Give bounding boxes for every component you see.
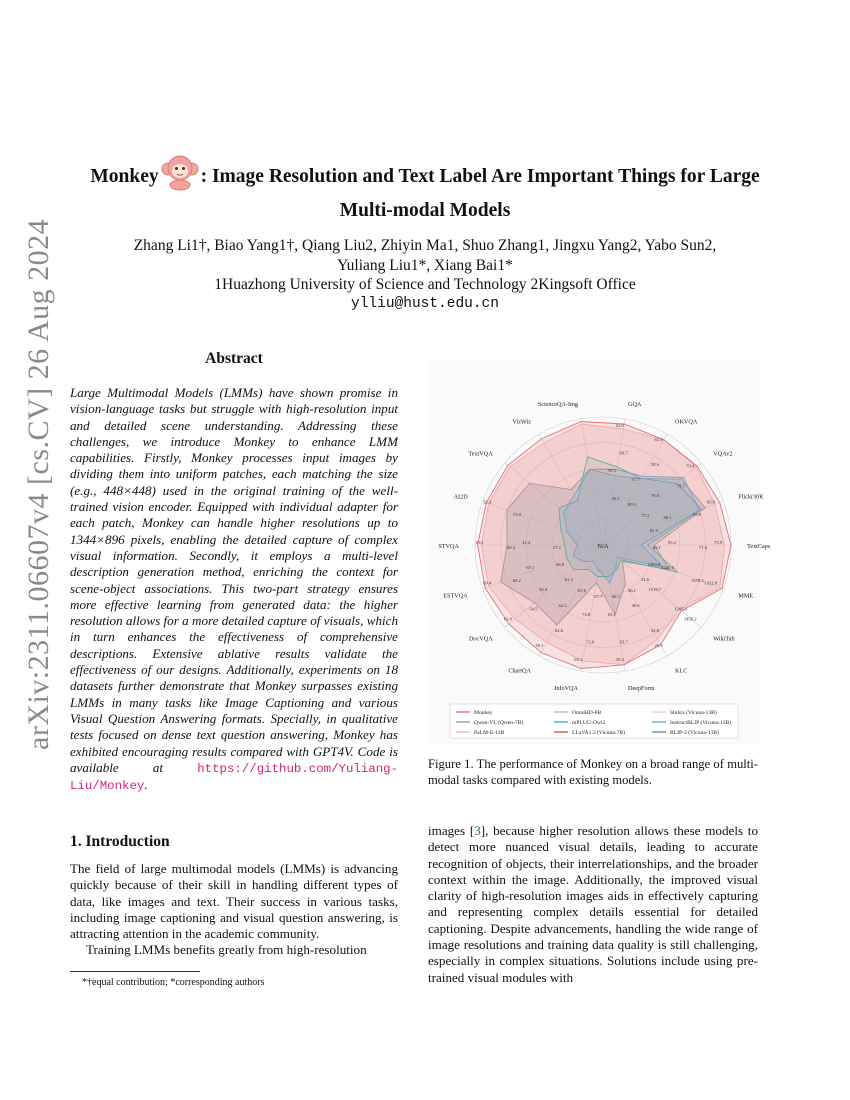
value-label: 65.1 [607,611,616,617]
legend-label-7: Shikra (Vicuna-13B) [670,710,717,716]
title-part-3: Multi-modal Models [339,200,511,221]
figure-caption: Figure 1. The performance of Monkey on a broad range of multi-modal tasks compared with existing models. [428,757,758,787]
figure-radar-chart [428,360,771,750]
right-column-text [428,823,758,986]
value-label: 62.3 [558,603,567,609]
value-label: 65.1 [574,657,583,663]
axis-label-mme: MME [738,592,754,600]
axis-label-klc: KLC [675,667,688,675]
value-label: 79.5 [676,483,685,489]
value-label: 62.6 [554,628,564,634]
axis-label-vizwiz: VizWiz [512,418,531,426]
value-label: 1293.8 [647,562,661,568]
legend-label-3: PaLM-E-12B [474,730,505,736]
axis-label-scienceqa-img: ScienceQA-Img [537,401,578,409]
abstract-heading: Abstract [205,350,263,367]
value-label: 67.7 [594,594,603,600]
citation-link[interactable]: 3 [474,823,481,838]
value-label: 79.4 [686,463,695,469]
value-label: 65.0 [706,499,715,505]
axis-label-stvqa: STVQA [438,543,459,550]
value-label: 69.4 [483,580,492,586]
value-label: 58.6 [650,461,660,467]
axis-label-docvqa: DocVQA [468,635,493,643]
value-label: 32.3 [483,499,492,505]
value-label: 61.2 [564,577,573,583]
value-label: 62.8 [615,422,624,428]
value-label: 15.9 [512,512,521,518]
value-label: 60.3 [506,545,516,550]
value-label: 80.3 [627,501,636,507]
value-label: 73.9 [714,540,723,545]
legend-label-2: Qwen-VL (Qwen-7B) [474,720,524,726]
author-block [60,236,790,314]
value-label: 85.8 [693,512,702,518]
value-label: 27.1 [553,545,562,550]
paper-title [60,154,790,224]
right-text-start: images [ [428,823,475,838]
value-label: 66.8 [556,562,565,568]
value-label: 72.8 [582,611,591,617]
value-label: 72.6 [586,639,595,645]
axis-label-wikitab: WikiTab [713,635,735,643]
affiliations: 1Huazhong University of Science and Technology 2Kingsoft Office [214,276,636,293]
axis-label-estvqa: ESTVQA [443,592,468,600]
value-label: 40.6 [631,603,640,609]
value-label: 25.3 [654,643,663,649]
value-label: 21.6 [641,577,650,583]
value-label: 59.1 [535,643,544,649]
value-label: 78.8 [650,493,659,499]
axis-label-deepform: DeepForm [628,684,655,692]
author-line-2: Yuliang Liu1*, Xiang Bai1* [337,256,513,274]
value-label: 36.1 [627,588,636,594]
value-label: 1510.7 [648,586,662,592]
value-label: 63.1 [475,540,484,545]
legend-label-9: BLIP-2 (Vicuna-13B) [670,730,719,736]
axis-label-ai2d: AI2D [453,493,468,501]
monkey-logo-icon [160,154,200,198]
axis-label-flickr30k: Flickr30K [738,493,764,501]
axis-label-infovqa: InfoVQA [554,684,578,692]
value-label: 77.2 [641,512,650,518]
title-part-2: : Image Resolution and Text Label Are Important Things for Large [200,166,760,187]
abstract-body [70,385,398,794]
center-label: N/A [597,543,609,550]
intro-paragraph-2: Training LMMs benefits greatly from high-resolution [86,942,367,958]
intro-heading: 1. Introduction [70,833,170,850]
axis-label-gqa: GQA [628,401,642,409]
value-label: 86.1 [663,515,672,521]
legend-label-6: LLaVA1.5 (Vicuna-7B) [572,730,625,736]
value-label: 68.2 [512,577,521,583]
value-label: 67.1 [526,564,535,570]
arxiv-identifier: arXiv:2311.06607v4 [cs.CV] 26 Aug 2024 [22,218,55,750]
value-label: 1505.3 [674,606,687,612]
value-label: 54.5 [529,606,538,612]
value-label: 63.8 [503,616,512,622]
legend-label-8: InstructBLIP (Vicuna-13B) [670,720,732,726]
footnote-rule [70,971,200,972]
code-link[interactable]: https://github.com/Yuliang-Liu/Monkey [70,761,398,794]
value-label: 93.2 [667,540,676,545]
intro-body [70,861,398,959]
abstract-end: . [144,777,148,793]
value-label: 1245.0 [661,564,674,570]
value-label: 1450.2 [683,616,697,622]
value-label: 32.8 [650,628,660,634]
axis-label-textvqa: TextVQA [468,450,493,458]
value-label: 1359.3 [690,577,704,583]
axis-label-chartqa: ChartQA [508,667,531,675]
value-label: 65.1 [652,545,661,550]
author-email: ylliu@hust.edu.cn [351,295,499,312]
value-label: 1312.8 [704,580,718,586]
value-label: 60.7 [619,450,628,456]
value-label: 67.6 [578,588,587,594]
value-label: 50.0 [539,586,548,592]
author-line-1: Zhang Li1†, Biao Yang1†, Qiang Liu2, Zhiyin Ma1, Shuo Zhang1, Jingxu Yang2, Yabo Sun2, [133,237,717,254]
legend-label-4: OmniHD-8B [572,710,602,716]
value-label: 81.9 [649,527,658,533]
radar-chart-svg [428,360,771,745]
value-label: 66.5 [611,594,620,600]
right-text-rest: ], because higher resolution allows these models to detect more nuanced visual details, leading to accurate recognition of objects, their interrelationships, and the broader context within the image. Additionally, the improved visual clarity of high-resolution images aids in effectively capturing and representing complex details essential for detailed captioning. Despite advancements, handling the wide range of image resolutions and training data quality is still challenging, especially in complex situations. Solutions include using pre-trained visual modules with [428,823,758,985]
title-part-1: Monkey [90,166,159,187]
value-label: 35.4 [615,657,624,663]
legend-label-1: Monkey [474,710,493,716]
axis-label-vqav2: VQAv2 [713,450,733,458]
value-label: 61.3 [654,436,663,442]
value-label: 57.7 [631,476,640,482]
abstract-text: Large Multimodal Models (LMMs) have shown promise in vision-language tasks but struggle with high-resolution input and detailed scene understanding. Addressing these challenges, we introduce Monkey to enhance LMM capabilities. Firstly, Monkey processes input images by dividing them into uniform patches, each matching the size (e.g., 448×448) used in the original training of the well-trained vision encoder. Equipped with individual adapter for each patch, Monkey can handle higher resolutions up to 1344×896 pixels, enabling the detailed capture of complex visual information. Secondly, it employs a multi-level description generation method, enriching the context for scene-object associations. This two-part strategy ensures more effective learning from generated data: the higher resolution allows for a more detailed capture of visuals, which in turn enhances the effectiveness of comprehensive descriptions. Extensive ablative results validate the effectiveness of our designs. Additionally, experiments on 18 datasets further demonstrate that Monkey surpasses existing LMMs in many tasks like Image Captioning and various Visual Question Answering formats. Specially, in qualitative tests focused on dense text question answering, Monkey has exhibited encouraging results compared with GPT4V. Code is available at [70,385,398,775]
axis-label-textcaps: TextCaps [747,543,771,550]
intro-paragraph-1: The field of large multimodal models (LMMs) is advancing quickly because of their skill in handling different types of data, like images and text. Their success in various tasks, including image captioning and visual question answering, is attracting attention in the academic community. [70,861,398,942]
value-label: 59.3 [607,468,616,474]
value-label: 71.6 [698,545,708,550]
value-label: 65.7 [619,639,628,645]
value-label: 31.4 [522,540,531,545]
legend-label-5: mPLUG-Owl2 [572,720,606,726]
value-label: 56.1 [611,495,620,501]
axis-label-okvqa: OKVQA [675,418,698,426]
footnote: *†equal contribution; *corresponding authors [82,977,265,988]
